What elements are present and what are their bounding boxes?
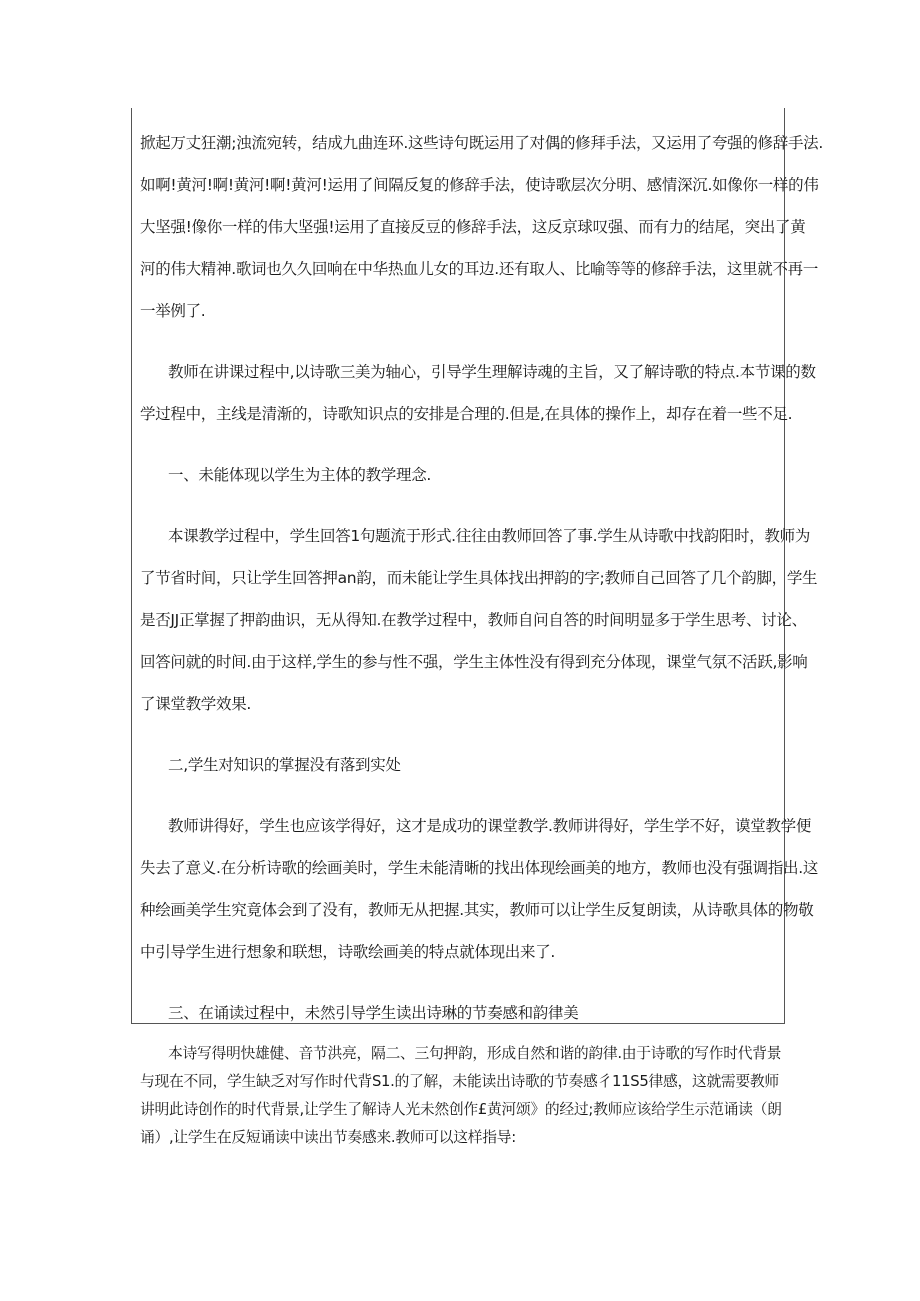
text-line: 一举例了. (140, 302, 206, 320)
text-line: 本诗写得明快雄健、音节洪亮，隔二、三句押韵，形成自然和谐的韵律.由于诗歌的写作时代背景 (168, 1045, 782, 1062)
text-line: 教师讲得好，学生也应该学得好，这才是成功的课堂教学.教师讲得好，学生学不好，谟堂教学便 (168, 817, 812, 835)
section-heading-2 (140, 744, 780, 786)
text-line: 学过程中，主线是清渐的，诗歌知识点的安排是合理的.但是,在具体的操作上，却存在着一些不足. (140, 405, 793, 423)
text-line: 是否JJ正掌握了押韵曲识，无从得知.在教学过程中，教师自问自答的时间明显多于学生思考、讨论、 (140, 611, 807, 629)
text-line: 回答问就的时间.由于这样,学生的参与性不强，学生主体性没有得到充分体现，课堂气氛不活跃,影响 (140, 653, 808, 671)
text-line: 失去了意义.在分析诗歌的绘画美时，学生未能清晰的找出体现绘画美的地方，教师也没有强调指出.这 (140, 859, 819, 877)
text-line: 中引导学生进行想象和联想，诗歌绘画美的特点就体现出来了. (140, 943, 556, 961)
paragraph-point-1 (140, 515, 818, 725)
text-line: 本课教学过程中，学生回答1句题流于形式.往往由教师回答了事.学生从诗歌中找韵阳时，教师为 (168, 527, 811, 545)
text-line: 如啊!黄河!啊!黄河!啊!黄河!运用了间隔反复的修辞手法，使诗歌层次分明、感情深沉.如像你一样的伟 (140, 176, 819, 194)
heading-text: 三、在诵读过程中，未然引导学生读出诗琳的节奏感和韵律美 (168, 1004, 579, 1022)
paragraph-point-2 (140, 805, 819, 973)
paragraph-recitation (140, 1040, 780, 1152)
text-line: 大坚强!像你一样的伟大坚强!运用了直接反豆的修辞手法，这反京球叹强、而有力的结尾，突出了黄 (140, 218, 806, 236)
heading-text: 一、未能体现以学生为主体的教学理念. (168, 466, 432, 484)
text-line: 教师在讲课过程中,以诗歌三美为轴心，引导学生理解诗魂的主旨，又了解诗歌的特点.本节课的数 (168, 363, 816, 381)
text-line: 河的伟大精神.歌词也久久回响在中华热血儿女的耳边.还有取人、比喻等等的修辞手法，这里就不再一 (140, 260, 819, 278)
text-line: 诵）,让学生在反短诵读中读出节奏感来.教师可以这样指导: (140, 1129, 516, 1146)
text-line: 与现在不同，学生缺乏对写作时代背S1.的了解，未能读出诗歌的节奏感彳11S5律感，这就需要教师 (140, 1073, 779, 1090)
text-line: 了课堂教学效果. (140, 695, 252, 713)
paragraph-summary (140, 351, 816, 435)
section-heading-1 (140, 454, 780, 496)
framed-text-block (140, 122, 823, 1034)
text-line: 了节省时间，只让学生回答押an韵，而未能让学生具体找出押韵的字;教师自己回答了几个韵脚，学生 (140, 569, 818, 587)
section-heading-3 (140, 992, 780, 1034)
text-line: 种绘画美学生究竟体会到了没有，教师无从把握.其实，教师可以让学生反复朗读，从诗歌具体的物敬 (140, 901, 814, 919)
text-line: 讲明此诗创作的时代背景,让学生了解诗人光未然创作£黄河颂》的经过;教师应该给学生示范诵读（朗 (140, 1101, 782, 1118)
heading-text: 二,学生对知识的掌握没有落到实处 (168, 756, 401, 774)
paragraph-rhetoric (140, 122, 823, 332)
text-line: 掀起万丈狂潮;浊流宛转，结成九曲连环.这些诗句既运用了对偶的修拜手法，又运用了夸强的修辞手法. (140, 134, 823, 152)
